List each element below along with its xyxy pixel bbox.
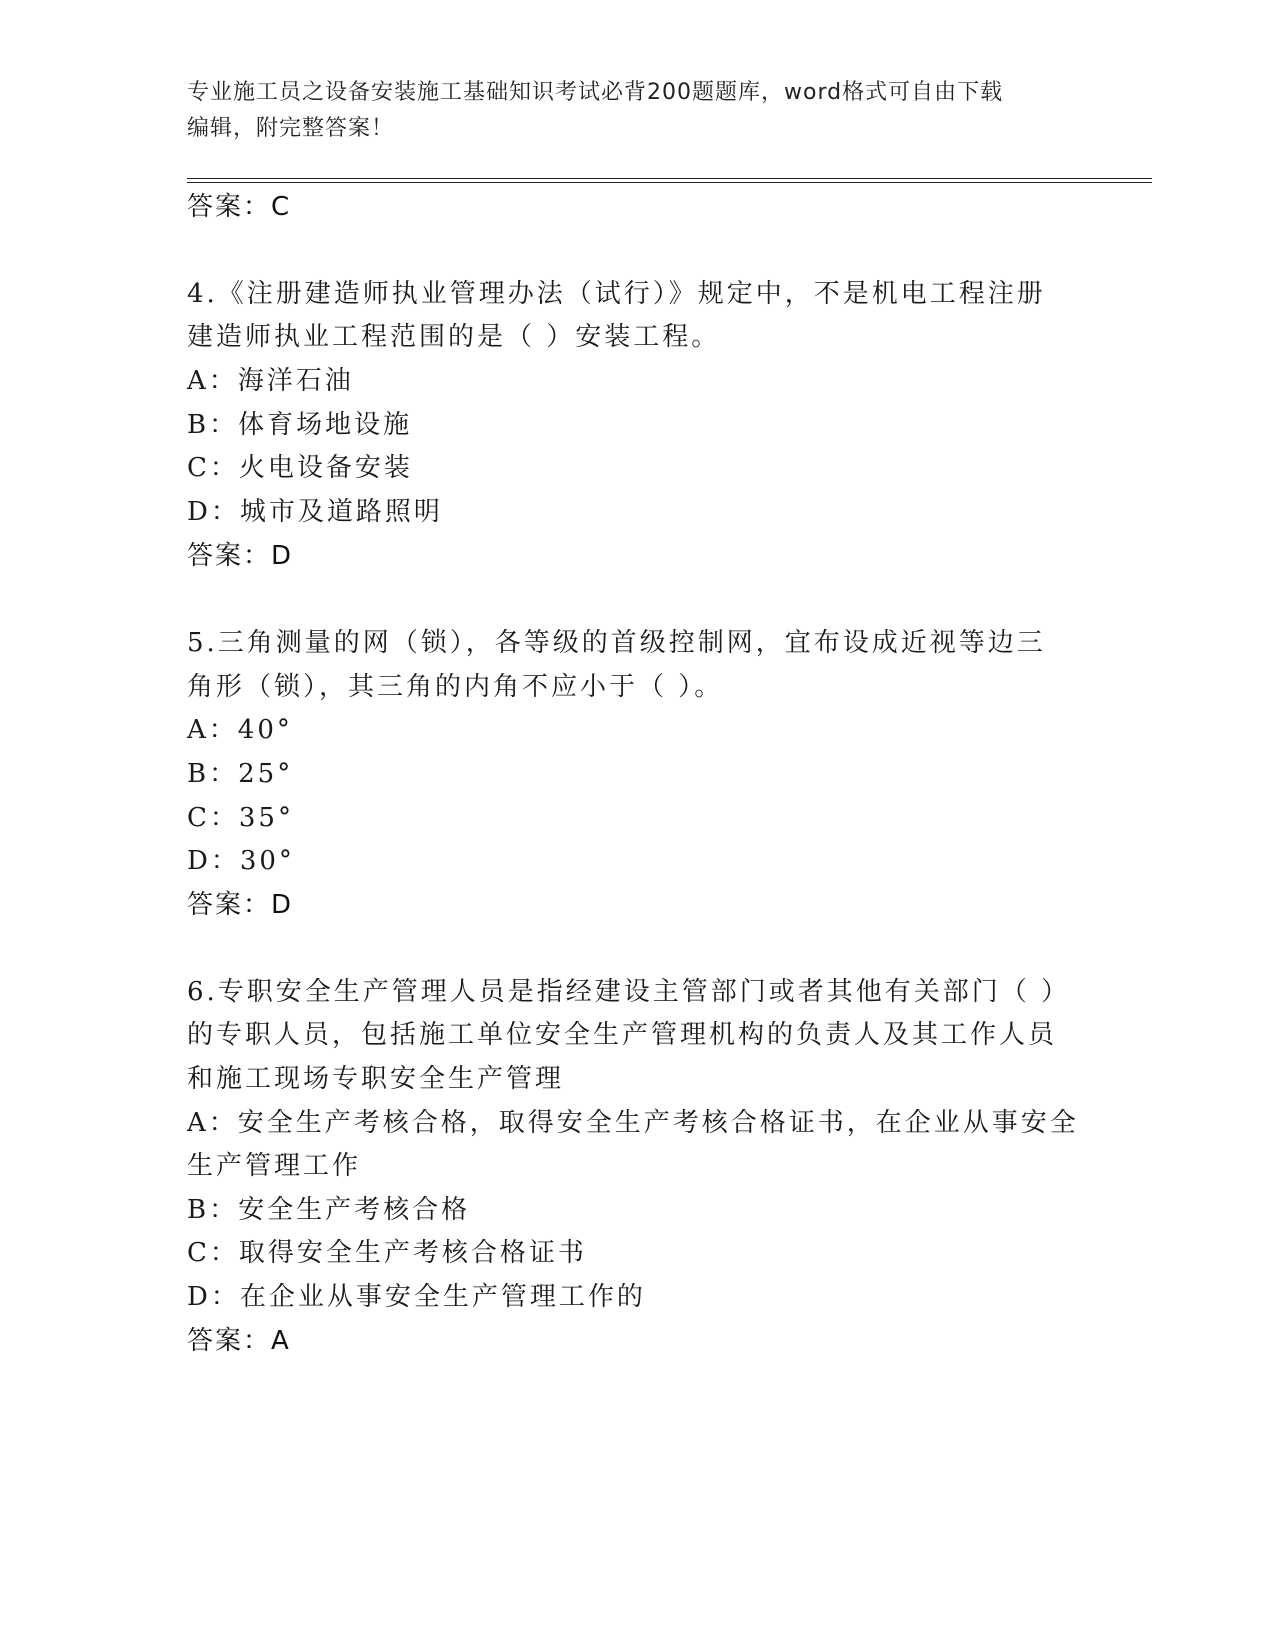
question-5-option-a: A：40°	[187, 715, 293, 745]
question-5-stem-line-1: 5.三角测量的网（锁），各等级的首级控制网，宜布设成近视等边三	[187, 628, 1046, 658]
question-6-stem-line-3: 和施工现场专职安全生产管理	[187, 1064, 565, 1094]
question-4-option-b: B：体育场地设施	[187, 410, 413, 440]
question-6-stem-line-1: 6.专职安全生产管理人员是指经建设主管部门或者其他有关部门（ ）	[187, 977, 1071, 1007]
question-6-answer: 答案：A	[187, 1326, 291, 1356]
question-6-option-b: B：安全生产考核合格	[187, 1195, 471, 1225]
question-4-option-d: D：城市及道路照明	[187, 497, 443, 527]
header-line-2: 编辑，附完整答案！	[187, 116, 395, 141]
question-6-stem-line-2: 的专职人员，包括施工单位安全生产管理机构的负责人及其工作人员	[187, 1020, 1058, 1050]
question-4-answer: 答案：D	[187, 541, 294, 571]
question-6-option-d: D：在企业从事安全生产管理工作的	[187, 1282, 646, 1312]
answer-prev: 答案：C	[187, 192, 292, 222]
question-4-stem-line-1: 4.《注册建造师执业管理办法（试行）》规定中，不是机电工程注册	[187, 279, 1046, 309]
question-6-option-c: C：取得安全生产考核合格证书	[187, 1238, 587, 1268]
question-4-option-a: A：海洋石油	[187, 366, 354, 396]
question-5-stem-line-2: 角形（锁），其三角的内角不应小于（ ）。	[187, 672, 724, 702]
question-6-option-a-line-1: A：安全生产考核合格，取得安全生产考核合格证书，在企业从事安全	[187, 1108, 1079, 1138]
question-5-answer: 答案：D	[187, 890, 294, 920]
question-4-option-c: C：火电设备安装	[187, 453, 413, 483]
question-6-option-a-line-2: 生产管理工作	[187, 1151, 362, 1181]
question-5-option-b: B：25°	[187, 759, 294, 789]
header-divider-top	[187, 178, 1152, 179]
question-4-stem-line-2: 建造师执业工程范围的是（ ）安装工程。	[187, 322, 721, 352]
question-5-option-c: C：35°	[187, 803, 294, 833]
header-divider-bottom	[187, 182, 1152, 183]
document-header	[187, 75, 1087, 147]
header-line-1: 专业施工员之设备安装施工基础知识考试必背200题题库，word格式可自由下载	[187, 80, 1004, 105]
question-5-option-d: D：30°	[187, 846, 295, 876]
